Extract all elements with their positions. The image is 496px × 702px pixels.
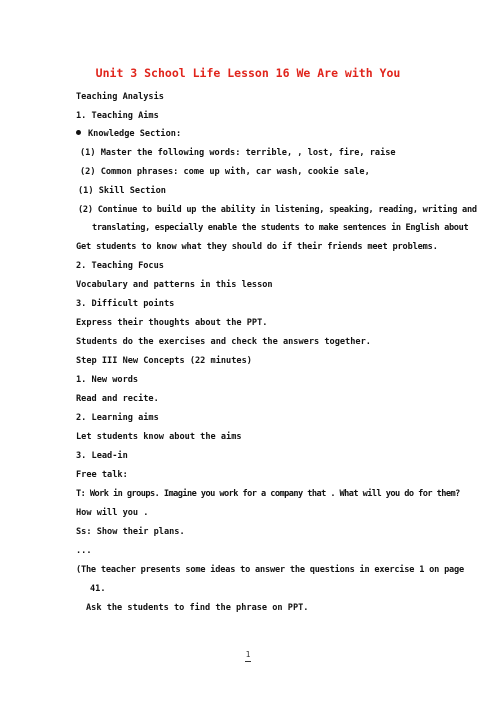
- section-heading: 2. Learning aims: [76, 413, 159, 423]
- text-line: (The teacher presents some ideas to answer the questions in exercise 1 on page: [76, 565, 464, 575]
- text-line: How will you .: [76, 508, 149, 518]
- text-line: T: Work in groups. Imagine you work for a company that . What will you do for them?: [76, 489, 460, 499]
- text-line: ...: [76, 546, 92, 556]
- bullet-icon: [76, 130, 81, 135]
- section-heading: 1. New words: [76, 375, 139, 385]
- text-line: Vocabulary and patterns in this lesson: [76, 280, 273, 290]
- text-line: Get students to know what they should do if their friends meet problems.: [76, 242, 438, 252]
- text-line: Free talk:: [76, 470, 128, 480]
- text-line: Students do the exercises and check the answers together.: [76, 337, 371, 347]
- bullet-text: Knowledge Section:: [88, 129, 182, 139]
- section-heading: Step III New Concepts (22 minutes): [76, 356, 252, 366]
- page-number: 1: [245, 650, 251, 659]
- section-heading: 3. Lead-in: [76, 451, 128, 461]
- text-line: 41.: [90, 584, 106, 594]
- text-line: Ss: Show their plans.: [76, 527, 185, 537]
- text-line: Let students know about the aims: [76, 432, 242, 442]
- section-heading: 3. Difficult points: [76, 299, 175, 309]
- text-line: Express their thoughts about the PPT.: [76, 318, 268, 328]
- section-heading: 1. Teaching Aims: [76, 111, 159, 121]
- text-line: (1) Master the following words: terrible, , lost, fire, raise: [80, 148, 396, 158]
- text-line: (2) Common phrases: come up with, car wash, cookie sale,: [80, 167, 370, 177]
- text-line: Ask the students to find the phrase on PPT.: [86, 603, 309, 613]
- page-number-underline: [245, 661, 251, 662]
- text-line: (2) Continue to build up the ability in listening, speaking, reading, writing and: [78, 205, 477, 215]
- document-title: Unit 3 School Life Lesson 16 We Are with You: [95, 66, 401, 80]
- bullet-item: [76, 129, 181, 140]
- text-line: Read and recite.: [76, 394, 159, 404]
- section-heading: 2. Teaching Focus: [76, 261, 164, 271]
- section-heading: Teaching Analysis: [76, 92, 164, 102]
- text-line: translating, especially enable the students to make sentences in English about: [92, 223, 469, 233]
- text-line: (1) Skill Section: [78, 186, 166, 196]
